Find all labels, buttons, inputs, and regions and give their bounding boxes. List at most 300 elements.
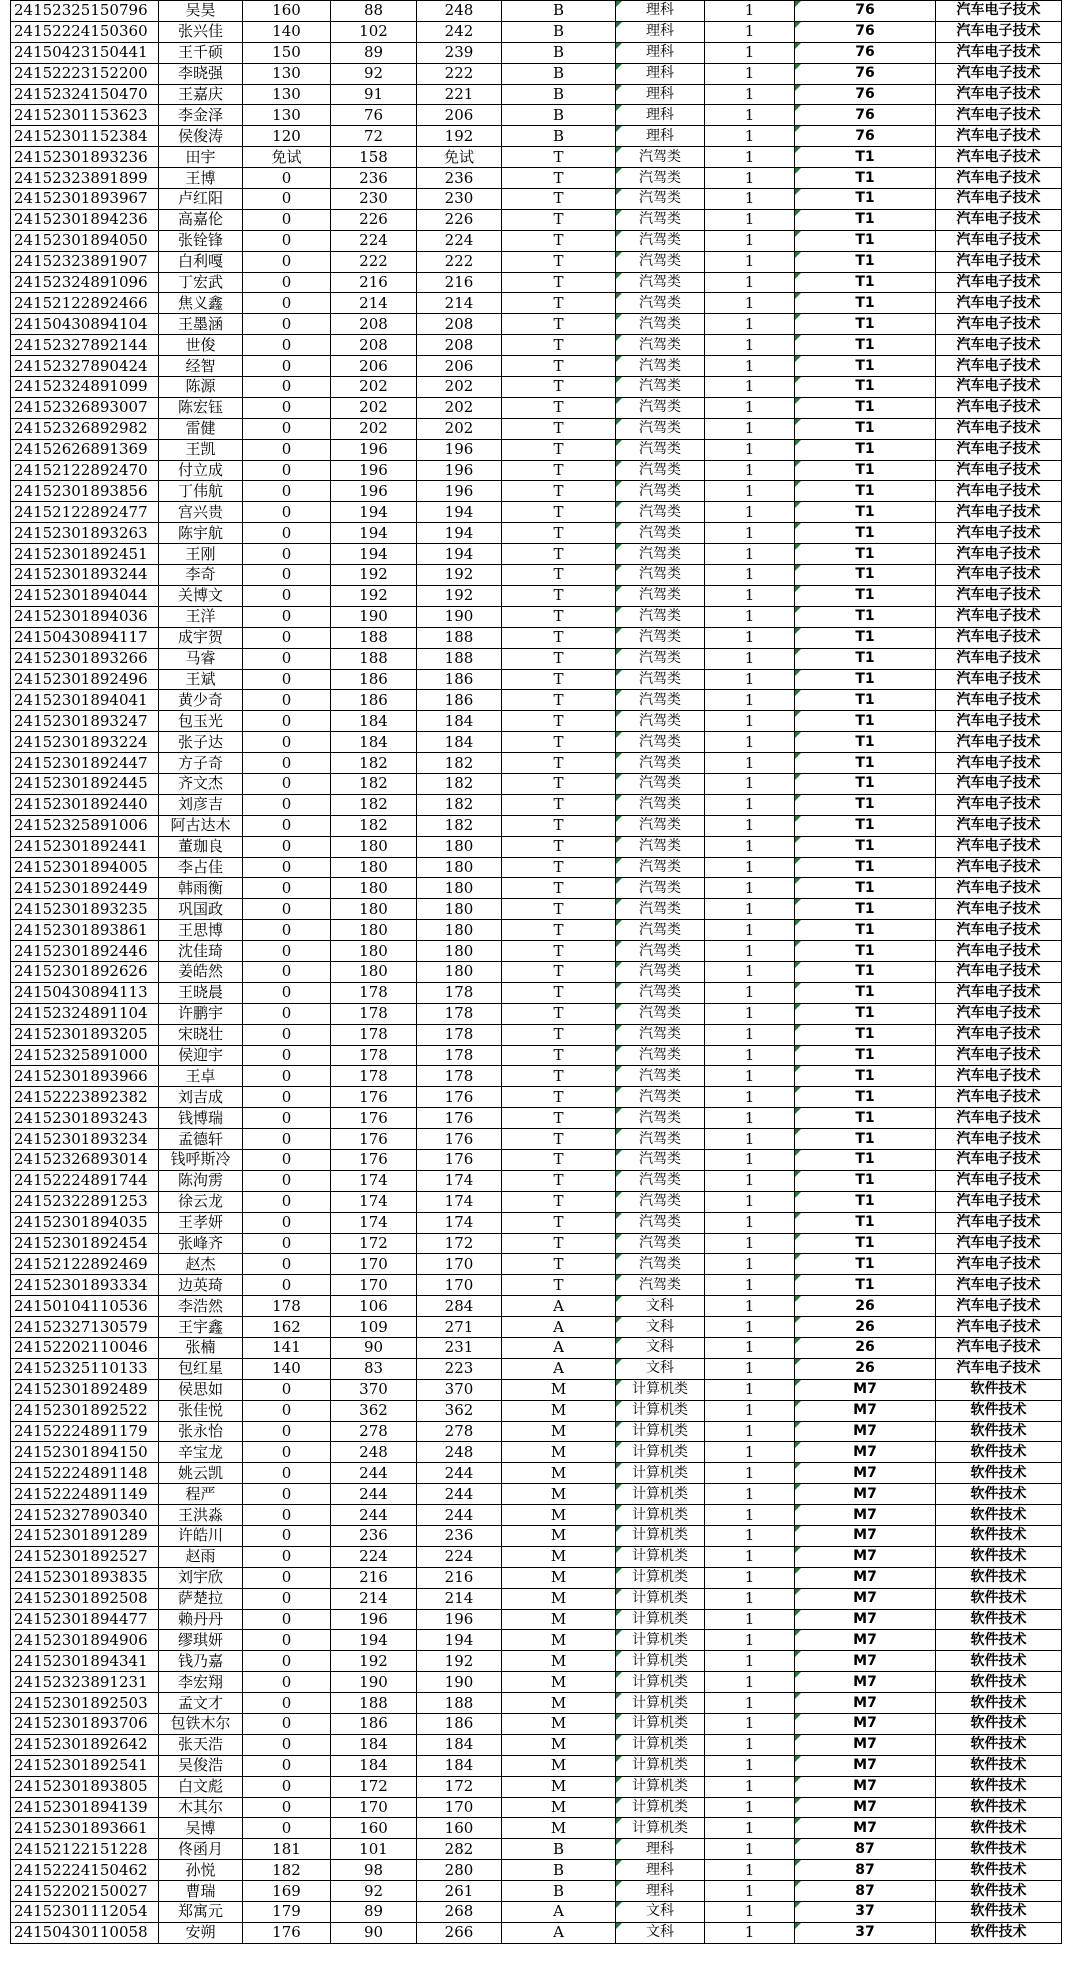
type-code-cell: T [502,481,616,502]
bonus-score-cell: 0 [243,356,331,377]
table-row [11,669,1062,690]
category-cell: 计算机类 [616,1651,705,1672]
major-code-cell: T1 [795,669,936,690]
bonus-score-cell: 0 [243,690,331,711]
batch-cell: 1 [705,105,795,126]
category-cell: 汽驾类 [616,606,705,627]
culture-score-cell: 180 [331,878,417,899]
bonus-score-cell: 0 [243,1379,331,1400]
culture-score-cell: 190 [331,1672,417,1693]
major-code-cell: T1 [795,1108,936,1129]
major-name-cell: 汽车电子技术 [936,1191,1062,1212]
category-cell: 汽驾类 [616,585,705,606]
bonus-score-cell: 0 [243,1442,331,1463]
batch-cell: 1 [705,1902,795,1923]
batch-cell: 1 [705,1254,795,1275]
major-name-cell: 汽车电子技术 [936,753,1062,774]
category-cell: 汽驾类 [616,418,705,439]
bonus-score-cell: 0 [243,836,331,857]
type-code-cell: T [502,1233,616,1254]
major-code-cell: T1 [795,565,936,586]
name-cell: 李占佳 [159,857,243,878]
bonus-score-cell: 0 [243,1212,331,1233]
culture-score-cell: 216 [331,1567,417,1588]
major-code-cell: T1 [795,627,936,648]
batch-cell: 1 [705,585,795,606]
category-cell: 汽驾类 [616,1212,705,1233]
major-code-cell: T1 [795,439,936,460]
bonus-score-cell: 0 [243,1045,331,1066]
total-score-cell: 194 [417,523,502,544]
bonus-score-cell: 140 [243,21,331,42]
major-name-cell: 汽车电子技术 [936,794,1062,815]
total-score-cell: 184 [417,732,502,753]
name-cell: 宋晓壮 [159,1024,243,1045]
culture-score-cell: 224 [331,1546,417,1567]
exam-id-cell: 24152301893243 [11,1108,159,1129]
exam-id-cell: 24152301112054 [11,1902,159,1923]
name-cell: 赵雨 [159,1546,243,1567]
table-row [11,460,1062,481]
name-cell: 白文彪 [159,1776,243,1797]
bonus-score-cell: 0 [243,1672,331,1693]
type-code-cell: T [502,377,616,398]
table-row [11,502,1062,523]
bonus-score-cell: 0 [243,1254,331,1275]
batch-cell: 1 [705,836,795,857]
bonus-score-cell: 0 [243,418,331,439]
batch-cell: 1 [705,1191,795,1212]
major-code-cell: 37 [795,1902,936,1923]
exam-id-cell: 24152323891899 [11,168,159,189]
exam-id-cell: 24152301894035 [11,1212,159,1233]
table-row [11,1442,1062,1463]
major-code-cell: M7 [795,1755,936,1776]
name-cell: 韩雨衡 [159,878,243,899]
table-row [11,1338,1062,1359]
name-cell: 萨楚拉 [159,1588,243,1609]
type-code-cell: T [502,1191,616,1212]
bonus-score-cell: 0 [243,1755,331,1776]
major-name-cell: 软件技术 [936,1546,1062,1567]
type-code-cell: M [502,1505,616,1526]
name-cell: 辛宝龙 [159,1442,243,1463]
major-name-cell: 汽车电子技术 [936,84,1062,105]
batch-cell: 1 [705,84,795,105]
table-row [11,1066,1062,1087]
exam-id-cell: 24152301892445 [11,773,159,794]
batch-cell: 1 [705,1922,795,1943]
major-code-cell: T1 [795,251,936,272]
culture-score-cell: 186 [331,1714,417,1735]
category-cell: 计算机类 [616,1463,705,1484]
culture-score-cell: 236 [331,1526,417,1547]
exam-id-cell: 24152324150470 [11,84,159,105]
name-cell: 赖丹丹 [159,1609,243,1630]
type-code-cell: T [502,168,616,189]
table-row [11,1212,1062,1233]
total-score-cell: 186 [417,1714,502,1735]
name-cell: 焦义鑫 [159,293,243,314]
exam-id-cell: 24152327890340 [11,1505,159,1526]
name-cell: 缪琪妍 [159,1630,243,1651]
total-score-cell: 190 [417,1672,502,1693]
exam-id-cell: 24152301892541 [11,1755,159,1776]
total-score-cell: 180 [417,878,502,899]
culture-score-cell: 91 [331,84,417,105]
table-row [11,21,1062,42]
exam-id-cell: 24152223152200 [11,63,159,84]
culture-score-cell: 244 [331,1505,417,1526]
bonus-score-cell: 0 [243,961,331,982]
culture-score-cell: 186 [331,669,417,690]
major-name-cell: 汽车电子技术 [936,961,1062,982]
exam-id-cell: 24152324891104 [11,1003,159,1024]
table-row [11,1567,1062,1588]
exam-id-cell: 24152301893805 [11,1776,159,1797]
culture-score-cell: 208 [331,314,417,335]
bonus-score-cell: 0 [243,439,331,460]
major-name-cell: 软件技术 [936,1839,1062,1860]
category-cell: 汽驾类 [616,1024,705,1045]
total-score-cell: 174 [417,1212,502,1233]
batch-cell: 1 [705,230,795,251]
type-code-cell: T [502,230,616,251]
major-code-cell: T1 [795,418,936,439]
admission-table [10,0,1062,1944]
major-name-cell: 汽车电子技术 [936,481,1062,502]
type-code-cell: M [502,1818,616,1839]
batch-cell: 1 [705,1693,795,1714]
bonus-score-cell: 0 [243,857,331,878]
major-code-cell: M7 [795,1546,936,1567]
major-code-cell: T1 [795,272,936,293]
category-cell: 理科 [616,1860,705,1881]
exam-id-cell: 24152301893235 [11,899,159,920]
culture-score-cell: 202 [331,418,417,439]
exam-id-cell: 24152301893234 [11,1129,159,1150]
type-code-cell: T [502,1024,616,1045]
table-row [11,648,1062,669]
batch-cell: 1 [705,1776,795,1797]
table-row [11,1881,1062,1902]
batch-cell: 1 [705,1129,795,1150]
category-cell: 汽驾类 [616,961,705,982]
bonus-score-cell: 0 [243,1400,331,1421]
major-name-cell: 软件技术 [936,1734,1062,1755]
type-code-cell: A [502,1296,616,1317]
category-cell: 汽驾类 [616,481,705,502]
major-name-cell: 汽车电子技术 [936,857,1062,878]
table-row [11,732,1062,753]
exam-id-cell: 24152325891000 [11,1045,159,1066]
bonus-score-cell: 150 [243,42,331,63]
category-cell: 汽驾类 [616,377,705,398]
type-code-cell: T [502,690,616,711]
exam-id-cell: 24152301894050 [11,230,159,251]
culture-score-cell: 244 [331,1463,417,1484]
total-score-cell: 216 [417,1567,502,1588]
category-cell: 汽驾类 [616,690,705,711]
major-code-cell: T1 [795,606,936,627]
category-cell: 计算机类 [616,1797,705,1818]
type-code-cell: T [502,544,616,565]
type-code-cell: T [502,314,616,335]
table-row [11,1672,1062,1693]
name-cell: 李奇 [159,565,243,586]
name-cell: 钱呼斯冷 [159,1149,243,1170]
batch-cell: 1 [705,377,795,398]
major-name-cell: 汽车电子技术 [936,502,1062,523]
total-score-cell: 196 [417,481,502,502]
exam-id-cell: 24152301894236 [11,209,159,230]
total-score-cell: 222 [417,63,502,84]
total-score-cell: 192 [417,126,502,147]
culture-score-cell: 92 [331,1881,417,1902]
table-row [11,1400,1062,1421]
table-row [11,982,1062,1003]
table-row [11,1129,1062,1150]
exam-id-cell: 24152202150027 [11,1881,159,1902]
major-name-cell: 汽车电子技术 [936,63,1062,84]
category-cell: 汽驾类 [616,794,705,815]
type-code-cell: T [502,1129,616,1150]
major-name-cell: 汽车电子技术 [936,523,1062,544]
table-row [11,857,1062,878]
type-code-cell: B [502,21,616,42]
name-cell: 世俊 [159,335,243,356]
category-cell: 汽驾类 [616,1233,705,1254]
major-name-cell: 汽车电子技术 [936,105,1062,126]
major-code-cell: 87 [795,1860,936,1881]
batch-cell: 1 [705,126,795,147]
exam-id-cell: 24152301893835 [11,1567,159,1588]
major-name-cell: 汽车电子技术 [936,982,1062,1003]
table-row [11,920,1062,941]
batch-cell: 1 [705,147,795,168]
table-row [11,1358,1062,1379]
culture-score-cell: 178 [331,982,417,1003]
table-row [11,878,1062,899]
major-name-cell: 汽车电子技术 [936,815,1062,836]
culture-score-cell: 180 [331,899,417,920]
major-code-cell: T1 [795,585,936,606]
table-row [11,1755,1062,1776]
batch-cell: 1 [705,502,795,523]
batch-cell: 1 [705,1505,795,1526]
table-row [11,105,1062,126]
culture-score-cell: 196 [331,439,417,460]
exam-id-cell: 24152301894906 [11,1630,159,1651]
major-name-cell: 汽车电子技术 [936,1045,1062,1066]
category-cell: 计算机类 [616,1379,705,1400]
name-cell: 李浩然 [159,1296,243,1317]
name-cell: 陈宏钰 [159,397,243,418]
table-row [11,1,1062,22]
major-code-cell: T1 [795,356,936,377]
type-code-cell: B [502,1,616,22]
bonus-score-cell: 0 [243,1526,331,1547]
type-code-cell: M [502,1421,616,1442]
type-code-cell: A [502,1358,616,1379]
bonus-score-cell: 0 [243,1546,331,1567]
bonus-score-cell: 182 [243,1860,331,1881]
batch-cell: 1 [705,1734,795,1755]
exam-id-cell: 24152301892447 [11,753,159,774]
table-row [11,1609,1062,1630]
table-row [11,1421,1062,1442]
bonus-score-cell: 0 [243,1421,331,1442]
type-code-cell: M [502,1442,616,1463]
major-code-cell: T1 [795,1149,936,1170]
major-name-cell: 汽车电子技术 [936,690,1062,711]
bonus-score-cell: 0 [243,732,331,753]
batch-cell: 1 [705,42,795,63]
category-cell: 汽驾类 [616,627,705,648]
batch-cell: 1 [705,293,795,314]
type-code-cell: M [502,1755,616,1776]
culture-score-cell: 98 [331,1860,417,1881]
total-score-cell: 184 [417,711,502,732]
culture-score-cell: 76 [331,105,417,126]
exam-id-cell: 24152325150796 [11,1,159,22]
table-row [11,1254,1062,1275]
exam-id-cell: 24152224150360 [11,21,159,42]
batch-cell: 1 [705,1546,795,1567]
major-name-cell: 汽车电子技术 [936,1317,1062,1338]
major-name-cell: 汽车电子技术 [936,460,1062,481]
major-name-cell: 软件技术 [936,1776,1062,1797]
major-name-cell: 汽车电子技术 [936,377,1062,398]
name-cell: 王嘉庆 [159,84,243,105]
exam-id-cell: 24152301894139 [11,1797,159,1818]
bonus-score-cell: 0 [243,1797,331,1818]
category-cell: 计算机类 [616,1526,705,1547]
batch-cell: 1 [705,1818,795,1839]
exam-id-cell: 24152301893661 [11,1818,159,1839]
batch-cell: 1 [705,1755,795,1776]
culture-score-cell: 89 [331,42,417,63]
category-cell: 计算机类 [616,1567,705,1588]
major-name-cell: 汽车电子技术 [936,1233,1062,1254]
category-cell: 汽驾类 [616,147,705,168]
culture-score-cell: 182 [331,773,417,794]
total-score-cell: 182 [417,794,502,815]
major-name-cell: 汽车电子技术 [936,251,1062,272]
major-name-cell: 软件技术 [936,1442,1062,1463]
type-code-cell: T [502,418,616,439]
table-row [11,1379,1062,1400]
type-code-cell: B [502,105,616,126]
bonus-score-cell: 0 [243,209,331,230]
type-code-cell: B [502,63,616,84]
name-cell: 张楠 [159,1338,243,1359]
type-code-cell: A [502,1338,616,1359]
table-row [11,1317,1062,1338]
exam-id-cell: 24152301892522 [11,1400,159,1421]
table-row [11,147,1062,168]
culture-score-cell: 194 [331,502,417,523]
bonus-score-cell: 0 [243,1484,331,1505]
total-score-cell: 180 [417,899,502,920]
exam-id-cell: 24152301892642 [11,1734,159,1755]
category-cell: 理科 [616,105,705,126]
total-score-cell: 194 [417,544,502,565]
batch-cell: 1 [705,63,795,84]
batch-cell: 1 [705,523,795,544]
name-cell: 李宏翔 [159,1672,243,1693]
bonus-score-cell: 0 [243,1693,331,1714]
total-score-cell: 160 [417,1818,502,1839]
type-code-cell: M [502,1400,616,1421]
batch-cell: 1 [705,1170,795,1191]
table-row [11,711,1062,732]
category-cell: 汽驾类 [616,168,705,189]
table-row [11,1003,1062,1024]
major-name-cell: 汽车电子技术 [936,189,1062,210]
batch-cell: 1 [705,1609,795,1630]
major-code-cell: T1 [795,1129,936,1150]
major-code-cell: M7 [795,1693,936,1714]
bonus-score-cell: 0 [243,982,331,1003]
major-code-cell: 87 [795,1839,936,1860]
major-code-cell: T1 [795,961,936,982]
culture-score-cell: 89 [331,1902,417,1923]
bonus-score-cell: 0 [243,544,331,565]
culture-score-cell: 278 [331,1421,417,1442]
type-code-cell: T [502,878,616,899]
culture-score-cell: 206 [331,356,417,377]
total-score-cell: 284 [417,1296,502,1317]
bonus-score-cell: 0 [243,878,331,899]
batch-cell: 1 [705,1442,795,1463]
type-code-cell: T [502,1212,616,1233]
bonus-score-cell: 0 [243,272,331,293]
major-name-cell: 汽车电子技术 [936,397,1062,418]
major-name-cell: 汽车电子技术 [936,209,1062,230]
batch-cell: 1 [705,1,795,22]
batch-cell: 1 [705,1881,795,1902]
culture-score-cell: 174 [331,1170,417,1191]
major-code-cell: M7 [795,1734,936,1755]
major-code-cell: T1 [795,189,936,210]
batch-cell: 1 [705,168,795,189]
bonus-score-cell: 0 [243,606,331,627]
bonus-score-cell: 0 [243,565,331,586]
type-code-cell: T [502,460,616,481]
total-score-cell: 242 [417,21,502,42]
category-cell: 汽驾类 [616,857,705,878]
table-row [11,899,1062,920]
table-row [11,794,1062,815]
category-cell: 理科 [616,84,705,105]
batch-cell: 1 [705,1358,795,1379]
batch-cell: 1 [705,920,795,941]
total-score-cell: 271 [417,1317,502,1338]
name-cell: 沈佳琦 [159,941,243,962]
name-cell: 张佳悦 [159,1400,243,1421]
batch-cell: 1 [705,1839,795,1860]
table-row [11,941,1062,962]
table-row [11,293,1062,314]
bonus-score-cell: 0 [243,753,331,774]
batch-cell: 1 [705,1338,795,1359]
total-score-cell: 236 [417,168,502,189]
major-code-cell: M7 [795,1651,936,1672]
batch-cell: 1 [705,1630,795,1651]
name-cell: 孟德轩 [159,1129,243,1150]
name-cell: 侯俊涛 [159,126,243,147]
